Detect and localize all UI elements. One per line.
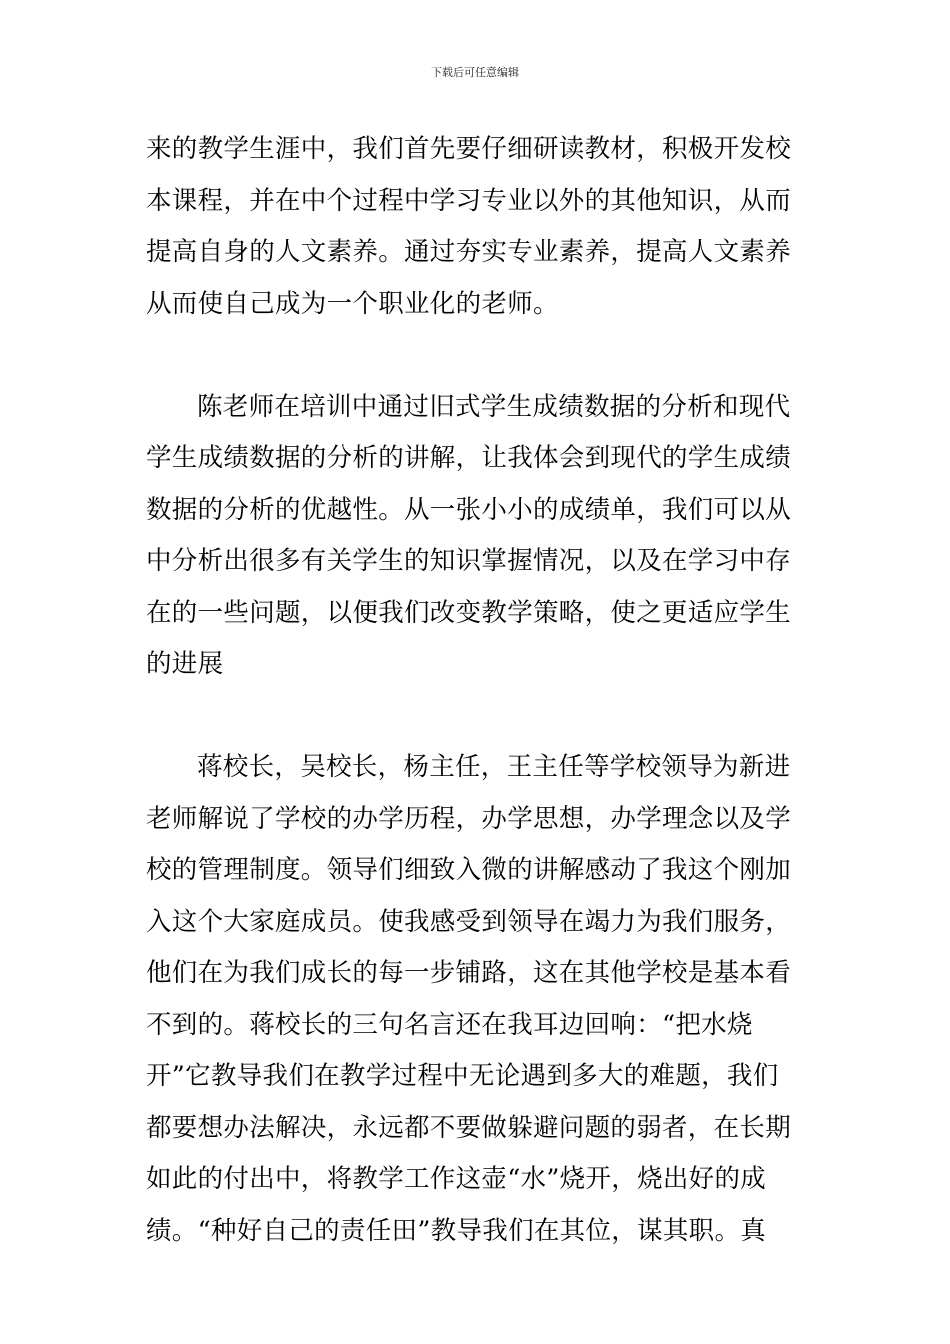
- text-line: 数据的分析的优越性。从一张小小的成绩单，我们可以从: [146, 494, 792, 525]
- text-line: 的进展: [146, 649, 224, 679]
- text-line: 中分析出很多有关学生的知识掌握情况，以及在学习中存: [146, 546, 792, 576]
- paragraph-gap: [146, 330, 808, 382]
- text-line: 他们在为我们成长的每一步铺路，这在其他学校是基本看: [146, 958, 792, 988]
- paragraph-gap: [146, 691, 808, 743]
- text-line: 绩。“种好自己的责任田”教导我们在其位，谋其职。真: [146, 1215, 767, 1246]
- text-line: 学生成绩数据的分析的讲解，让我体会到现代的学生成绩: [146, 443, 792, 473]
- text-line: 入这个大家庭成员。使我感受到领导在竭力为我们服务，: [146, 906, 792, 937]
- text-line: 都要想办法解决，永远都不要做躲避问题的弱者，在长期: [146, 1112, 792, 1143]
- text-line: 开”它教导我们在教学过程中无论遇到多大的难题，我们: [146, 1061, 779, 1091]
- text-line: 如此的付出中，将教学工作这壶“水”烧开，烧出好的成: [146, 1164, 767, 1194]
- text-line: 在的一些问题，以便我们改变教学策略，使之更适应学生: [146, 597, 792, 628]
- text-line: 校的管理制度。领导们细致入微的讲解感动了我这个刚加: [146, 855, 792, 885]
- text-line: 从而使自己成为一个职业化的老师。: [146, 288, 559, 319]
- page-header: 下载后可任意编辑: [431, 66, 519, 79]
- text-line: 老师解说了学校的办学历程，办学思想，办学理念以及学: [146, 803, 792, 834]
- paragraph-3: [146, 742, 808, 1257]
- text-line: 蒋校长，吴校长，杨主任，王主任等学校领导为新进: [197, 752, 791, 782]
- text-line: 不到的。蒋校长的三句名言还在我耳边回响：“把水烧: [146, 1009, 753, 1040]
- text-line: 本课程，并在中个过程中学习专业以外的其他知识，从而: [146, 185, 792, 216]
- text-line: 陈老师在培训中通过旧式学生成绩数据的分析和现代: [197, 391, 791, 422]
- text-line: 来的教学生涯中，我们首先要仔细研读教材，积极开发校: [146, 134, 792, 164]
- document-body: [146, 124, 808, 1257]
- paragraph-2: [146, 382, 808, 691]
- text-line: 提高自身的人文素养。通过夯实专业素养，提高人文素养: [146, 237, 792, 267]
- paragraph-1: [146, 124, 808, 330]
